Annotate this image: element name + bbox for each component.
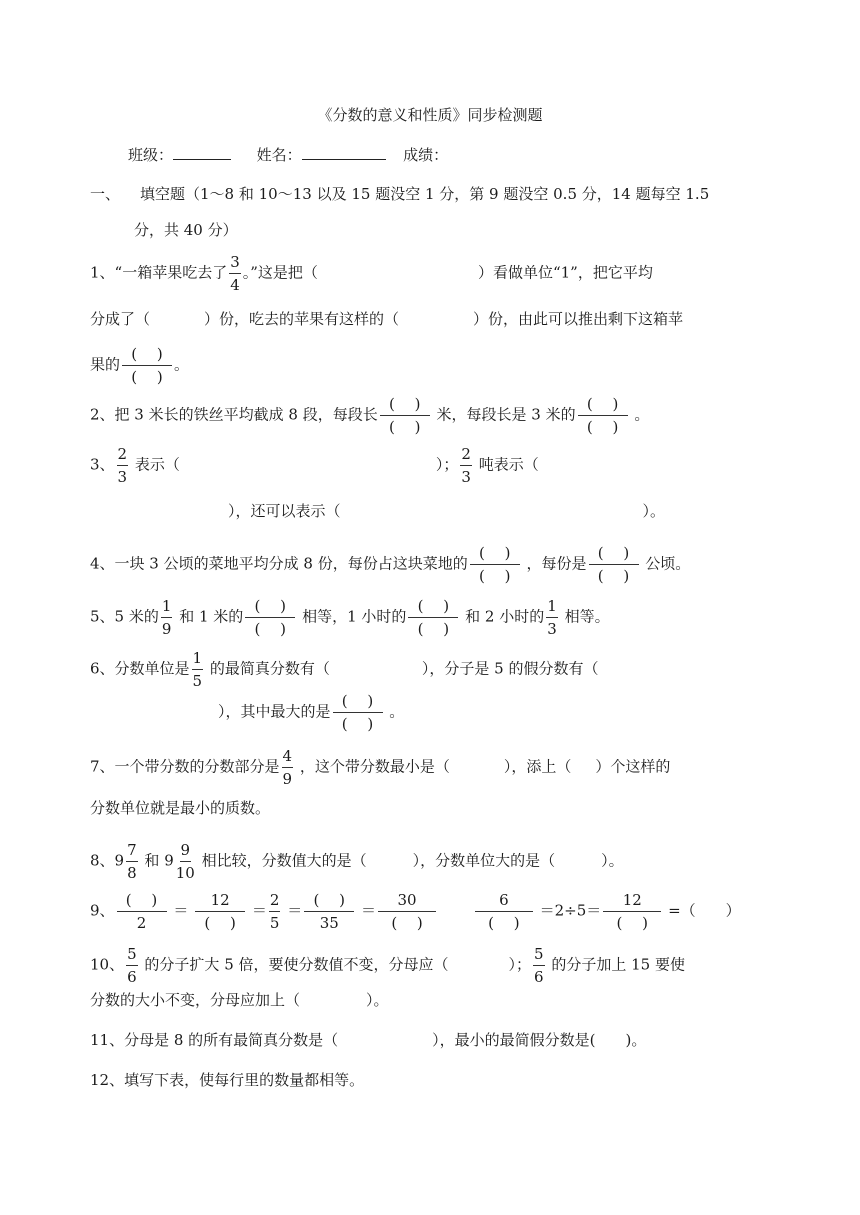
- q10-text-b: 的分子扩大 5 倍，要使分数值不变，分母应（: [144, 955, 449, 974]
- q3-text-f: ）。: [642, 502, 666, 520]
- blank-denominator: ( ): [254, 620, 287, 638]
- blank-fraction[interactable]: [578, 394, 628, 437]
- blank-fraction[interactable]: [475, 890, 533, 933]
- q8-text-c: 相比较，分数值大的是（: [201, 851, 367, 870]
- q8-text-e: ）。: [601, 851, 624, 870]
- fraction-numerator: 30: [378, 890, 436, 912]
- blank-denominator: ( ): [478, 567, 511, 585]
- blank-denominator: ( ): [131, 368, 163, 386]
- q8-text-a: 8、9: [90, 851, 125, 870]
- blank-numerator: ( ): [578, 394, 628, 416]
- q6-text-d: ），其中最大的是: [218, 702, 331, 721]
- worksheet-title: 《分数的意义和性质》同步检测题: [317, 106, 543, 124]
- q10-text-f: ）。: [366, 991, 389, 1009]
- question-6-line-1: [90, 648, 770, 691]
- q4-text-b: ，每份是: [526, 554, 587, 573]
- question-9: [90, 890, 770, 933]
- fraction-denominator: 5: [269, 914, 280, 932]
- blank-fraction[interactable]: [408, 596, 458, 639]
- fraction-denominator: 9: [282, 770, 293, 788]
- fraction-9-10: [176, 840, 195, 883]
- fraction-numerator: 3: [229, 252, 241, 274]
- blank-fraction[interactable]: [378, 890, 436, 933]
- q10-text-e: 分数的大小不变，分母应加上（: [90, 991, 301, 1009]
- q3-text-a: 3、: [90, 455, 115, 474]
- blank-numerator: ( ): [408, 596, 458, 618]
- q2-text-c: 。: [634, 405, 650, 424]
- q12-text-a: 12、填写下表，使每行里的数量都相等。: [90, 1071, 365, 1089]
- fraction-denominator: 10: [175, 864, 195, 882]
- blank-fraction[interactable]: [245, 596, 295, 639]
- blank-fraction[interactable]: [380, 394, 430, 437]
- q1-text-d: 分成了（: [90, 310, 151, 328]
- q6-text-e: 。: [389, 702, 405, 721]
- fraction-denominator: 3: [547, 620, 557, 638]
- q1-text-f: ）份，由此可以推出剩下这箱苹: [473, 310, 684, 328]
- blank-denominator: ( ): [341, 715, 374, 733]
- q9-text-mid: ＝2÷5＝: [539, 901, 602, 920]
- q2-text-a: 2、把 3 米长的铁丝平均截成 8 段，每段长: [90, 405, 378, 424]
- q2-text-b: 米，每段长是 3 米的: [436, 405, 576, 424]
- q10-text-d: 的分子加上 15 要使: [551, 955, 685, 974]
- q1-text-g: 果的: [90, 355, 121, 374]
- q7-text-e: 分数单位就是最小的质数。: [90, 799, 271, 817]
- fraction-numerator: 2: [269, 890, 281, 912]
- blank-fraction[interactable]: [333, 691, 383, 734]
- q11-text-a: 11、分母是 8 的所有最简真分数是（: [90, 1031, 339, 1049]
- q3-text-c: ）；: [435, 455, 459, 474]
- blank-numerator: ( ): [589, 543, 639, 565]
- class-label: 班级：: [128, 146, 174, 164]
- blank-denominator: ( ): [586, 418, 619, 436]
- question-7-line-1: [90, 746, 770, 789]
- blank-fraction[interactable]: [117, 890, 167, 933]
- fraction-numerator: 5: [533, 944, 545, 966]
- question-1-line-1: [90, 252, 770, 295]
- section-heading: [90, 184, 770, 204]
- q6-text-c: ），分子是 5 的假分数有（: [421, 659, 599, 678]
- fraction-denominator: 6: [534, 968, 544, 986]
- equals-sign: ＝: [173, 901, 189, 920]
- q6-text-a: 6、分数单位是: [90, 659, 190, 678]
- fraction-1-3: [546, 596, 558, 639]
- blank-fraction[interactable]: [304, 890, 354, 933]
- fraction-denominator: 35: [319, 914, 339, 932]
- q7-text-c: ），添上（: [503, 757, 572, 776]
- question-1-line-2: [90, 309, 770, 329]
- question-4: [90, 543, 770, 586]
- fraction-numerator: 1: [161, 596, 173, 618]
- equals-sign: ＝: [361, 901, 377, 920]
- fraction-numerator: 12: [603, 890, 661, 912]
- question-3-line-1: [90, 444, 770, 487]
- blank-denominator: ( ): [204, 914, 236, 932]
- q5-text-e: 相等。: [564, 607, 610, 626]
- q10-text-c: ）；: [508, 955, 532, 974]
- q3-text-b: 表示（: [134, 455, 180, 474]
- fraction-denominator: 6: [127, 968, 137, 986]
- q3-text-e: ），还可以表示（: [228, 502, 341, 520]
- q1-text-b: 。”这是把（: [242, 263, 318, 282]
- q1-text-e: ）份，吃去的苹果有这样的（: [204, 310, 400, 328]
- fraction-2-3: [460, 444, 472, 487]
- q4-text-c: 公顷。: [645, 554, 691, 573]
- blank-denominator: ( ): [388, 418, 421, 436]
- q3-text-d: 吨表示（: [478, 455, 539, 474]
- q10-text-a: 10、: [90, 955, 125, 974]
- student-info-row: [128, 145, 770, 165]
- q8-text-d: ），分数单位大的是（: [412, 851, 556, 870]
- equals-sign: ＝: [287, 901, 303, 920]
- blank-denominator: ( ): [597, 567, 630, 585]
- section-number: 一、: [90, 185, 121, 203]
- question-5: [90, 596, 770, 639]
- question-2: [90, 394, 770, 437]
- q11-text-c: )。: [625, 1031, 647, 1049]
- q9-text-end[interactable]: =（ ）: [668, 901, 741, 920]
- equals-sign: ＝: [251, 901, 267, 920]
- q9-text-a: 9、: [90, 901, 115, 920]
- question-3-line-2: [228, 501, 770, 521]
- q5-text-a: 5、5 米的: [90, 607, 159, 626]
- fraction-3-4: [229, 252, 241, 295]
- q5-text-d: 和 2 小时的: [465, 607, 545, 626]
- fraction-7-8: [126, 840, 138, 883]
- blank-fraction[interactable]: [589, 543, 639, 586]
- question-10-line-2: [90, 990, 770, 1010]
- fraction-5-6: [126, 944, 138, 987]
- fraction-numerator: 5: [126, 944, 138, 966]
- q7-text-b: ，这个带分数最小是（: [299, 757, 450, 776]
- blank-numerator: ( ): [470, 543, 520, 565]
- fraction-denominator: 4: [230, 276, 240, 294]
- fraction-numerator: 2: [460, 444, 472, 466]
- fraction-denominator: 5: [192, 672, 203, 690]
- fraction-numerator: 4: [282, 746, 294, 768]
- q4-text-a: 4、一块 3 公顷的菜地平均分成 8 份，每份占这块菜地的: [90, 554, 468, 573]
- fraction-numerator: 1: [546, 596, 558, 618]
- blank-fraction[interactable]: [603, 890, 661, 933]
- fraction-numerator: 1: [192, 648, 204, 670]
- blank-denominator: ( ): [488, 914, 520, 932]
- fraction-denominator: 9: [161, 620, 172, 638]
- q8-text-b: 和 9: [144, 851, 174, 870]
- q1-text-h: 。: [174, 355, 190, 374]
- fraction-numerator: 7: [126, 840, 138, 862]
- question-6-line-2: [218, 691, 770, 734]
- fraction-denominator: 8: [127, 864, 137, 882]
- q7-text-a: 7、一个带分数的分数部分是: [90, 757, 280, 776]
- blank-numerator: ( ): [304, 890, 354, 912]
- fraction-1-5: [192, 648, 204, 691]
- q6-text-b: 的最简真分数有（: [209, 659, 330, 678]
- class-blank[interactable]: [173, 145, 231, 160]
- fraction-5-6: [533, 944, 545, 987]
- blank-fraction[interactable]: [470, 543, 520, 586]
- question-10-line-1: [90, 944, 770, 987]
- q1-text-c: ）看做单位“1”，把它平均: [477, 263, 653, 282]
- blank-denominator: ( ): [616, 914, 649, 932]
- q11-text-b: ），最小的最简假分数是(: [432, 1031, 596, 1049]
- section-heading-text: 填空题（1～8 和 10～13 以及 15 题没空 1 分，第 9 题没空 0.5 分，14 题每空 1.5: [140, 185, 710, 203]
- section-heading-continued: [134, 220, 770, 240]
- blank-numerator: ( ): [117, 890, 167, 912]
- blank-denominator: ( ): [417, 620, 450, 638]
- fraction-numerator: 2: [117, 444, 129, 466]
- q7-text-d: ）个这样的: [595, 757, 671, 776]
- q5-text-b: 和 1 米的: [179, 607, 244, 626]
- question-12: [90, 1070, 770, 1090]
- q1-text-a: 1、“一箱苹果吃去了: [90, 263, 228, 282]
- blank-numerator: ( ): [245, 596, 295, 618]
- question-7-line-2: [90, 798, 770, 818]
- blank-numerator: ( ): [333, 691, 383, 713]
- name-label: 姓名：: [256, 146, 302, 164]
- blank-fraction[interactable]: [122, 344, 172, 387]
- blank-fraction[interactable]: [195, 890, 245, 933]
- fraction-numerator: 6: [475, 890, 533, 912]
- name-blank[interactable]: [302, 145, 386, 160]
- fraction-1-9: [161, 596, 173, 639]
- fraction-denominator: 3: [461, 468, 471, 486]
- blank-numerator: ( ): [122, 344, 172, 366]
- score-label: 成绩：: [403, 146, 449, 164]
- fraction-numerator: 9: [180, 840, 192, 862]
- q5-text-c: 相等，1 小时的: [302, 607, 407, 626]
- question-1-line-3: [90, 344, 770, 387]
- blank-numerator: ( ): [380, 394, 430, 416]
- fraction-2-5: [269, 890, 281, 933]
- fraction-denominator: 2: [136, 914, 147, 932]
- fraction-4-9: [282, 746, 294, 789]
- fraction-numerator: 12: [195, 890, 245, 912]
- question-8: [90, 840, 770, 883]
- section-heading-text-2: 分，共 40 分）: [134, 221, 238, 239]
- fraction-2-3: [117, 444, 129, 487]
- question-11: [90, 1030, 770, 1050]
- fraction-denominator: 3: [117, 468, 128, 486]
- blank-denominator: ( ): [391, 914, 423, 932]
